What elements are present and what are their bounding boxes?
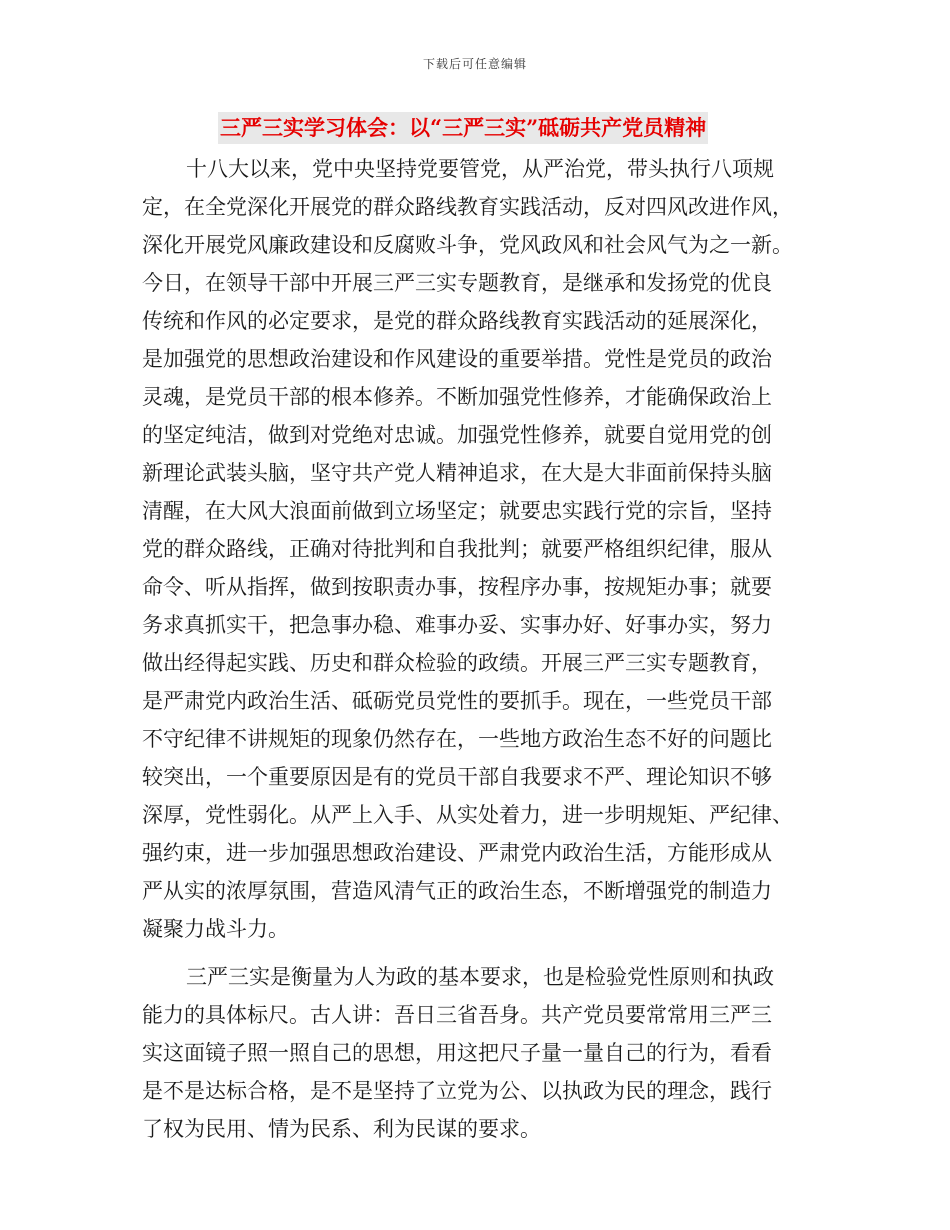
text-line: 今日，在领导干部中开展三严三实专题教育，是继承和发扬党的优良: [142, 271, 772, 295]
paragraph-spacer: [142, 948, 810, 958]
text-line: 深化开展党风廉政建设和反腐败斗争，党风政风和社会风气为之一新。: [142, 233, 793, 257]
text-line: 深厚，党性弱化。从严上入手、从实处着力，进一步明规矩、严纪律、: [142, 803, 793, 827]
paragraph-2: [142, 958, 810, 1148]
text-line: 传统和作风的必定要求，是党的群众路线教育实践活动的延展深化，: [142, 309, 772, 333]
text-line: 党的群众路线，正确对待批判和自我批判；就要严格组织纪律，服从: [142, 537, 772, 561]
text-line: 能力的具体标尺。古人讲：吾日三省吾身。共产党员要常常用三严三: [142, 1003, 772, 1027]
text-line: 是严肃党内政治生活、砥砺党员党性的要抓手。现在，一些党员干部: [142, 689, 772, 713]
text-line: 清醒，在大风大浪面前做到立场坚定；就要忠实践行党的宗旨，坚持: [142, 499, 772, 523]
text-line: 凝聚力战斗力。: [142, 917, 289, 941]
text-line: 新理论武装头脑，坚守共产党人精神追求，在大是大非面前保持头脑: [142, 461, 772, 485]
text-line: 实这面镜子照一照自己的思想，用这把尺子量一量自己的行为，看看: [142, 1041, 772, 1065]
document-title: 三严三实学习体会：以“三严三实”砥砺共产党员精神: [218, 112, 708, 144]
text-line: 十八大以来，党中央坚持党要管党，从严治党，带头执行八项规: [186, 157, 774, 181]
text-line: 灵魂，是党员干部的根本修养。不断加强党性修养，才能确保政治上: [142, 385, 772, 409]
text-line: 是不是达标合格，是不是坚持了立党为公、以执政为民的理念，践行: [142, 1079, 772, 1103]
text-line: 较突出，一个重要原因是有的党员干部自我要求不严、理论知识不够: [142, 765, 772, 789]
page-header-note: 下载后可任意编辑: [422, 57, 527, 71]
text-line: 不守纪律不讲规矩的现象仍然存在，一些地方政治生态不好的问题比: [142, 727, 772, 751]
text-line: 严从实的浓厚氛围，营造风清气正的政治生态，不断增强党的制造力: [142, 879, 772, 903]
text-line: 做出经得起实践、历史和群众检验的政绩。开展三严三实专题教育，: [142, 651, 772, 675]
text-line: 是加强党的思想政治建设和作风建设的重要举措。党性是党员的政治: [142, 347, 772, 371]
text-line: 三严三实是衡量为人为政的基本要求，也是检验党性原则和执政: [186, 965, 774, 989]
text-line: 定，在全党深化开展党的群众路线教育实践活动，反对四风改进作风，: [142, 195, 793, 219]
text-line: 务求真抓实干，把急事办稳、难事办妥、实事办好、好事办实，努力: [142, 613, 772, 637]
document-body: [142, 150, 810, 1148]
text-line: 的坚定纯洁，做到对党绝对忠诚。加强党性修养，就要自觉用党的创: [142, 423, 772, 447]
text-line: 强约束，进一步加强思想政治建设、严肃党内政治生活，方能形成从: [142, 841, 772, 865]
paragraph-1: [142, 150, 810, 948]
text-line: 命令、听从指挥，做到按职责办事，按程序办事，按规矩办事；就要: [142, 575, 772, 599]
text-line: 了权为民用、情为民系、利为民谋的要求。: [142, 1117, 541, 1141]
